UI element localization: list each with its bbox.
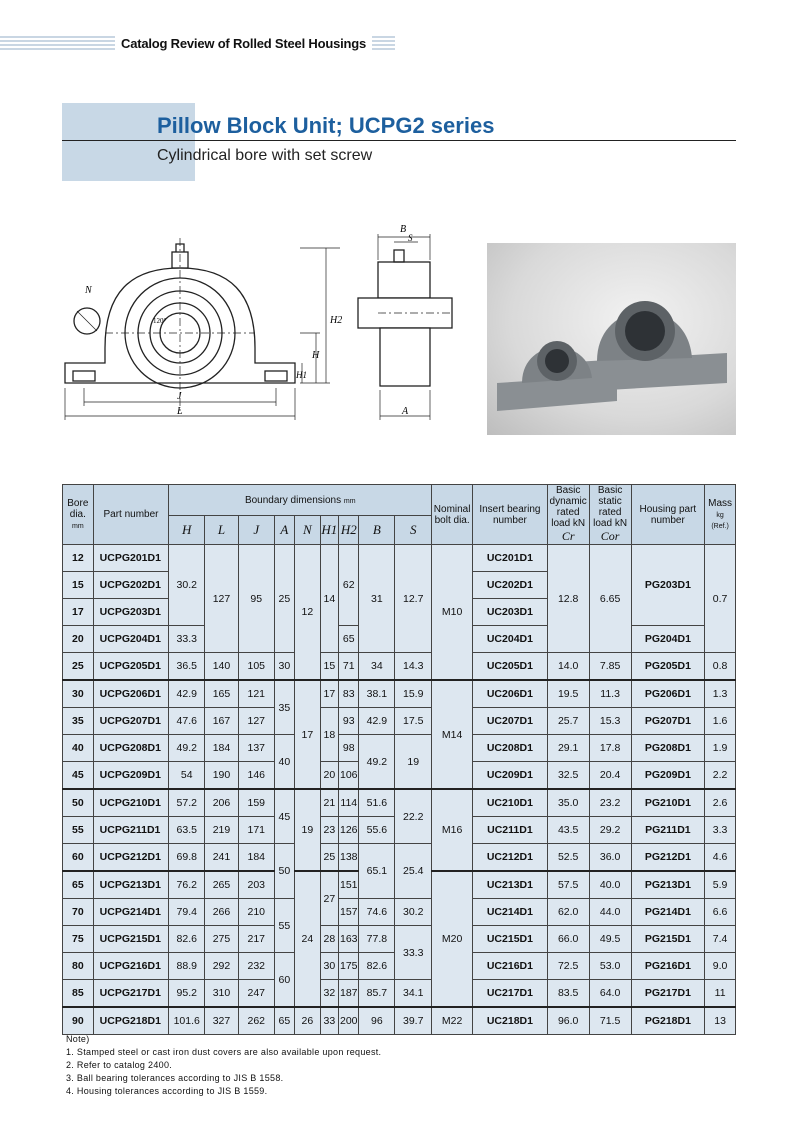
- cell-H: 95.2: [169, 980, 205, 1008]
- cell-A: 55: [274, 899, 294, 953]
- cell-S: 30.2: [395, 899, 432, 926]
- cell-part-number: UCPG214D1: [93, 899, 169, 926]
- cell-part-number: UCPG206D1: [93, 680, 169, 708]
- cell-L: 292: [205, 953, 239, 980]
- cell-B: 49.2: [359, 735, 395, 790]
- cell-part-number: UCPG211D1: [93, 817, 169, 844]
- cell-H: 76.2: [169, 871, 205, 899]
- cell-insert: UC204D1: [473, 626, 548, 653]
- cell-J: 232: [238, 953, 274, 980]
- cell-cor: 44.0: [589, 899, 631, 926]
- note-item: 3. Ball bearing tolerances according to JIS B 1558.: [66, 1073, 284, 1083]
- cell-mass: 0.8: [705, 653, 736, 681]
- cell-cr: 29.1: [547, 735, 589, 762]
- cell-cr: 83.5: [547, 980, 589, 1008]
- cell-H2: 138: [339, 844, 359, 872]
- cell-bore: 15: [63, 572, 94, 599]
- cell-J: 137: [238, 735, 274, 762]
- cell-insert: UC218D1: [473, 1007, 548, 1035]
- header-insert: Insert bearing number: [473, 485, 548, 545]
- cell-H: 47.6: [169, 708, 205, 735]
- cell-insert: UC201D1: [473, 545, 548, 572]
- cell-L: 266: [205, 899, 239, 926]
- cell-H2: 126: [339, 817, 359, 844]
- cell-H: 69.8: [169, 844, 205, 872]
- cell-cor: 17.8: [589, 735, 631, 762]
- cell-B: 31: [359, 545, 395, 653]
- header-H: H: [169, 516, 205, 545]
- cell-mass: 2.6: [705, 789, 736, 817]
- cell-mass: 1.6: [705, 708, 736, 735]
- cell-insert: UC203D1: [473, 599, 548, 626]
- cell-cor: 71.5: [589, 1007, 631, 1035]
- cell-mass: 6.6: [705, 899, 736, 926]
- cell-cr: 35.0: [547, 789, 589, 817]
- cell-H1: 15: [320, 653, 338, 681]
- cell-H2: 106: [339, 762, 359, 790]
- header-S: S: [395, 516, 432, 545]
- cell-H1: 14: [320, 545, 338, 653]
- cell-H1: 21: [320, 789, 338, 817]
- header-part-number: Part number: [93, 485, 169, 545]
- cell-housing: PG218D1: [631, 1007, 705, 1035]
- label-J: J: [177, 391, 182, 402]
- cell-L: 167: [205, 708, 239, 735]
- cell-mass: 7.4: [705, 926, 736, 953]
- cell-mass: 1.9: [705, 735, 736, 762]
- cell-H2: 114: [339, 789, 359, 817]
- header-H2: H2: [339, 516, 359, 545]
- cell-bore: 70: [63, 899, 94, 926]
- product-photo: [487, 243, 736, 435]
- cell-S: 14.3: [395, 653, 432, 681]
- cell-housing: PG209D1: [631, 762, 705, 790]
- label-H1: H1: [296, 370, 307, 380]
- cell-insert: UC212D1: [473, 844, 548, 872]
- cell-insert: UC215D1: [473, 926, 548, 953]
- cell-housing: PG215D1: [631, 926, 705, 953]
- cell-H1: 20: [320, 762, 338, 790]
- cell-S: 22.2: [395, 789, 432, 844]
- note-item: 4. Housing tolerances according to JIS B 1559.: [66, 1086, 268, 1096]
- cell-housing: PG211D1: [631, 817, 705, 844]
- cell-mass: 1.3: [705, 680, 736, 708]
- cell-cr: 14.0: [547, 653, 589, 681]
- cell-bolt: M10: [432, 545, 473, 681]
- cell-bore: 35: [63, 708, 94, 735]
- cell-insert: UC214D1: [473, 899, 548, 926]
- cell-mass: 9.0: [705, 953, 736, 980]
- cell-bolt: M16: [432, 789, 473, 871]
- cell-part-number: UCPG210D1: [93, 789, 169, 817]
- cell-H2: 98: [339, 735, 359, 762]
- title-rule: [62, 140, 736, 141]
- cell-mass: 13: [705, 1007, 736, 1035]
- header-H1: H1: [320, 516, 338, 545]
- cell-A: 25: [274, 545, 294, 653]
- label-L: L: [177, 406, 183, 417]
- cell-A: 65: [274, 1007, 294, 1035]
- cell-S: 25.4: [395, 844, 432, 899]
- header-N: N: [295, 516, 321, 545]
- cell-H: 79.4: [169, 899, 205, 926]
- cell-mass: 11: [705, 980, 736, 1008]
- cell-H1: 23: [320, 817, 338, 844]
- cell-H2: 62: [339, 545, 359, 626]
- cell-bore: 60: [63, 844, 94, 872]
- cell-part-number: UCPG212D1: [93, 844, 169, 872]
- cell-B: 85.7: [359, 980, 395, 1008]
- cell-bore: 17: [63, 599, 94, 626]
- cell-mass: 2.2: [705, 762, 736, 790]
- cell-L: 190: [205, 762, 239, 790]
- cell-H1: 33: [320, 1007, 338, 1035]
- cell-housing: PG212D1: [631, 844, 705, 872]
- cell-mass: 5.9: [705, 871, 736, 899]
- cell-H: 30.2: [169, 545, 205, 626]
- cell-B: 51.6: [359, 789, 395, 817]
- cell-H1: 27: [320, 871, 338, 926]
- cell-housing: PG203D1: [631, 545, 705, 626]
- cell-H1: 30: [320, 953, 338, 980]
- cell-bore: 90: [63, 1007, 94, 1035]
- cell-S: 34.1: [395, 980, 432, 1008]
- cell-cr: 19.5: [547, 680, 589, 708]
- cell-H2: 157: [339, 899, 359, 926]
- table-row: [63, 844, 736, 872]
- page-subtitle: Cylindrical bore with set screw: [157, 147, 373, 164]
- cell-L: 275: [205, 926, 239, 953]
- cell-mass: 0.7: [705, 545, 736, 653]
- cell-L: 184: [205, 735, 239, 762]
- cell-L: 140: [205, 653, 239, 681]
- cell-S: 39.7: [395, 1007, 432, 1035]
- cell-housing: PG205D1: [631, 653, 705, 681]
- cell-cr: 72.5: [547, 953, 589, 980]
- cell-cor: 7.85: [589, 653, 631, 681]
- cell-bore: 75: [63, 926, 94, 953]
- cell-B: 42.9: [359, 708, 395, 735]
- cell-J: 171: [238, 817, 274, 844]
- cell-S: 15.9: [395, 680, 432, 708]
- cell-H2: 83: [339, 680, 359, 708]
- cell-H: 36.5: [169, 653, 205, 681]
- cell-part-number: UCPG209D1: [93, 762, 169, 790]
- header-B: B: [359, 516, 395, 545]
- header-bolt: Nominal bolt dia.: [432, 485, 473, 545]
- cell-L: 310: [205, 980, 239, 1008]
- cell-N: 26: [295, 1007, 321, 1035]
- cell-J: 184: [238, 844, 274, 872]
- cell-H1: 18: [320, 708, 338, 762]
- note-item: 1. Stamped steel or cast iron dust covers are also available upon request.: [66, 1047, 382, 1057]
- header-cr: Basic dynamic rated load kN Cr: [547, 485, 589, 545]
- label-angle: 120°: [153, 317, 167, 325]
- spec-table: [62, 484, 736, 1035]
- cell-bore: 55: [63, 817, 94, 844]
- cell-bore: 85: [63, 980, 94, 1008]
- side-view-drawing: [350, 222, 470, 427]
- cell-insert: UC210D1: [473, 789, 548, 817]
- cell-housing: PG213D1: [631, 871, 705, 899]
- cell-H: 49.2: [169, 735, 205, 762]
- header-bore: Bore dia. mm: [63, 485, 94, 545]
- cell-cor: 49.5: [589, 926, 631, 953]
- cell-L: 265: [205, 871, 239, 899]
- cell-part-number: UCPG204D1: [93, 626, 169, 653]
- cell-cr: 96.0: [547, 1007, 589, 1035]
- cell-S: 17.5: [395, 708, 432, 735]
- cell-part-number: UCPG205D1: [93, 653, 169, 681]
- cell-B: 74.6: [359, 899, 395, 926]
- cell-H2: 175: [339, 953, 359, 980]
- header-A: A: [274, 516, 294, 545]
- cell-cr: 25.7: [547, 708, 589, 735]
- cell-part-number: UCPG215D1: [93, 926, 169, 953]
- cell-cr: 57.5: [547, 871, 589, 899]
- cell-part-number: UCPG213D1: [93, 871, 169, 899]
- note-item: 2. Refer to catalog 2400.: [66, 1060, 173, 1070]
- cell-bolt: M14: [432, 680, 473, 789]
- cell-cor: 29.2: [589, 817, 631, 844]
- cell-A: 40: [274, 735, 294, 790]
- cell-H2: 163: [339, 926, 359, 953]
- cell-B: 82.6: [359, 953, 395, 980]
- cell-J: 146: [238, 762, 274, 790]
- cell-insert: UC207D1: [473, 708, 548, 735]
- cell-insert: UC213D1: [473, 871, 548, 899]
- cell-N: 24: [295, 871, 321, 1007]
- cell-part-number: UCPG208D1: [93, 735, 169, 762]
- cell-cr: 12.8: [547, 545, 589, 653]
- cell-housing: PG216D1: [631, 953, 705, 980]
- header-mass: Mass kg (Ref.): [705, 485, 736, 545]
- cell-cr: 52.5: [547, 844, 589, 872]
- cell-bore: 30: [63, 680, 94, 708]
- cell-N: 12: [295, 545, 321, 681]
- cell-mass: 4.6: [705, 844, 736, 872]
- cell-bolt: M20: [432, 871, 473, 1007]
- cell-housing: PG214D1: [631, 899, 705, 926]
- cell-H1: 32: [320, 980, 338, 1008]
- header-boundary: Boundary dimensions mm: [169, 485, 432, 516]
- cell-cor: 36.0: [589, 844, 631, 872]
- cell-H1: 28: [320, 926, 338, 953]
- cell-B: 77.8: [359, 926, 395, 953]
- header-housing: Housing part number: [631, 485, 705, 545]
- cell-bore: 40: [63, 735, 94, 762]
- cell-housing: PG206D1: [631, 680, 705, 708]
- front-view-drawing: [55, 238, 343, 433]
- cell-insert: UC202D1: [473, 572, 548, 599]
- cell-B: 55.6: [359, 817, 395, 844]
- cell-part-number: UCPG207D1: [93, 708, 169, 735]
- cell-S: 12.7: [395, 545, 432, 653]
- cell-cor: 64.0: [589, 980, 631, 1008]
- table-row: [63, 680, 736, 708]
- cell-H1: 25: [320, 844, 338, 872]
- cell-bore: 65: [63, 871, 94, 899]
- cell-A: 30: [274, 653, 294, 681]
- cell-bore: 20: [63, 626, 94, 653]
- cell-L: 327: [205, 1007, 239, 1035]
- cell-cor: 15.3: [589, 708, 631, 735]
- cell-A: 60: [274, 953, 294, 1008]
- cell-J: 121: [238, 680, 274, 708]
- cell-bolt: M22: [432, 1007, 473, 1035]
- cell-H: 88.9: [169, 953, 205, 980]
- cell-insert: UC217D1: [473, 980, 548, 1008]
- cell-bore: 80: [63, 953, 94, 980]
- cell-B: 38.1: [359, 680, 395, 708]
- table-row: [63, 735, 736, 762]
- cell-B: 34: [359, 653, 395, 681]
- table-row: [63, 653, 736, 681]
- cell-housing: PG208D1: [631, 735, 705, 762]
- cell-H2: 71: [339, 653, 359, 681]
- cell-cor: 6.65: [589, 545, 631, 653]
- cell-J: 262: [238, 1007, 274, 1035]
- cell-A: 45: [274, 789, 294, 844]
- cell-J: 127: [238, 708, 274, 735]
- label-H: H: [312, 350, 320, 361]
- cell-part-number: UCPG218D1: [93, 1007, 169, 1035]
- cell-part-number: UCPG217D1: [93, 980, 169, 1008]
- label-S: S: [408, 233, 413, 243]
- cell-J: 203: [238, 871, 274, 899]
- notes-title: Note): [66, 1034, 90, 1044]
- header-J: J: [238, 516, 274, 545]
- table-row: [63, 789, 736, 817]
- cell-bore: 45: [63, 762, 94, 790]
- cell-H: 82.6: [169, 926, 205, 953]
- cell-insert: UC216D1: [473, 953, 548, 980]
- cell-J: 105: [238, 653, 274, 681]
- cell-bore: 12: [63, 545, 94, 572]
- cell-part-number: UCPG201D1: [93, 545, 169, 572]
- cell-S: 33.3: [395, 926, 432, 980]
- cell-cr: 43.5: [547, 817, 589, 844]
- cell-H2: 200: [339, 1007, 359, 1035]
- cell-cor: 20.4: [589, 762, 631, 790]
- cell-A: 50: [274, 844, 294, 899]
- cell-H: 101.6: [169, 1007, 205, 1035]
- table-row: [63, 926, 736, 953]
- cell-H: 57.2: [169, 789, 205, 817]
- cell-H: 63.5: [169, 817, 205, 844]
- cell-H: 33.3: [169, 626, 205, 653]
- cell-H1: 17: [320, 680, 338, 708]
- cell-L: 165: [205, 680, 239, 708]
- cell-insert: UC209D1: [473, 762, 548, 790]
- cell-J: 217: [238, 926, 274, 953]
- cell-cr: 62.0: [547, 899, 589, 926]
- cell-cor: 53.0: [589, 953, 631, 980]
- cell-H2: 187: [339, 980, 359, 1008]
- table-row: [63, 545, 736, 572]
- cell-A: 35: [274, 680, 294, 735]
- label-N: N: [85, 285, 92, 296]
- cell-L: 219: [205, 817, 239, 844]
- cell-B: 96: [359, 1007, 395, 1035]
- table-row: [63, 708, 736, 735]
- label-H2: H2: [330, 315, 343, 326]
- cell-cor: 40.0: [589, 871, 631, 899]
- table-row: [63, 980, 736, 1008]
- cell-part-number: UCPG202D1: [93, 572, 169, 599]
- cell-housing: PG210D1: [631, 789, 705, 817]
- page-title: Pillow Block Unit; UCPG2 series: [157, 113, 495, 138]
- cell-J: 95: [238, 545, 274, 653]
- cell-H2: 151: [339, 871, 359, 899]
- cell-insert: UC211D1: [473, 817, 548, 844]
- cell-H2: 93: [339, 708, 359, 735]
- cell-mass: 3.3: [705, 817, 736, 844]
- cell-S: 19: [395, 735, 432, 790]
- cell-housing: PG217D1: [631, 980, 705, 1008]
- cell-N: 19: [295, 789, 321, 871]
- cell-bore: 50: [63, 789, 94, 817]
- label-A: A: [402, 406, 409, 417]
- cell-cor: 11.3: [589, 680, 631, 708]
- cell-N: 17: [295, 680, 321, 789]
- cell-H: 42.9: [169, 680, 205, 708]
- cell-insert: UC208D1: [473, 735, 548, 762]
- cell-H: 54: [169, 762, 205, 790]
- cell-insert: UC206D1: [473, 680, 548, 708]
- header-cor: Basic static rated load kN Cor: [589, 485, 631, 545]
- cell-cr: 66.0: [547, 926, 589, 953]
- cell-part-number: UCPG216D1: [93, 953, 169, 980]
- table-row: [63, 1007, 736, 1035]
- cell-cor: 23.2: [589, 789, 631, 817]
- cell-cr: 32.5: [547, 762, 589, 790]
- cell-J: 247: [238, 980, 274, 1008]
- cell-housing: PG207D1: [631, 708, 705, 735]
- cell-L: 206: [205, 789, 239, 817]
- label-B: B: [400, 224, 407, 235]
- cell-part-number: UCPG203D1: [93, 599, 169, 626]
- cell-insert: UC205D1: [473, 653, 548, 681]
- cell-J: 159: [238, 789, 274, 817]
- cell-housing: PG204D1: [631, 626, 705, 653]
- cell-L: 241: [205, 844, 239, 872]
- cell-H2: 65: [339, 626, 359, 653]
- header-section-title: Catalog Review of Rolled Steel Housings: [115, 36, 372, 52]
- cell-bore: 25: [63, 653, 94, 681]
- notes: [66, 1033, 381, 1098]
- cell-L: 127: [205, 545, 239, 653]
- header-L: L: [205, 516, 239, 545]
- cell-J: 210: [238, 899, 274, 926]
- table-row: [63, 899, 736, 926]
- cell-B: 65.1: [359, 844, 395, 899]
